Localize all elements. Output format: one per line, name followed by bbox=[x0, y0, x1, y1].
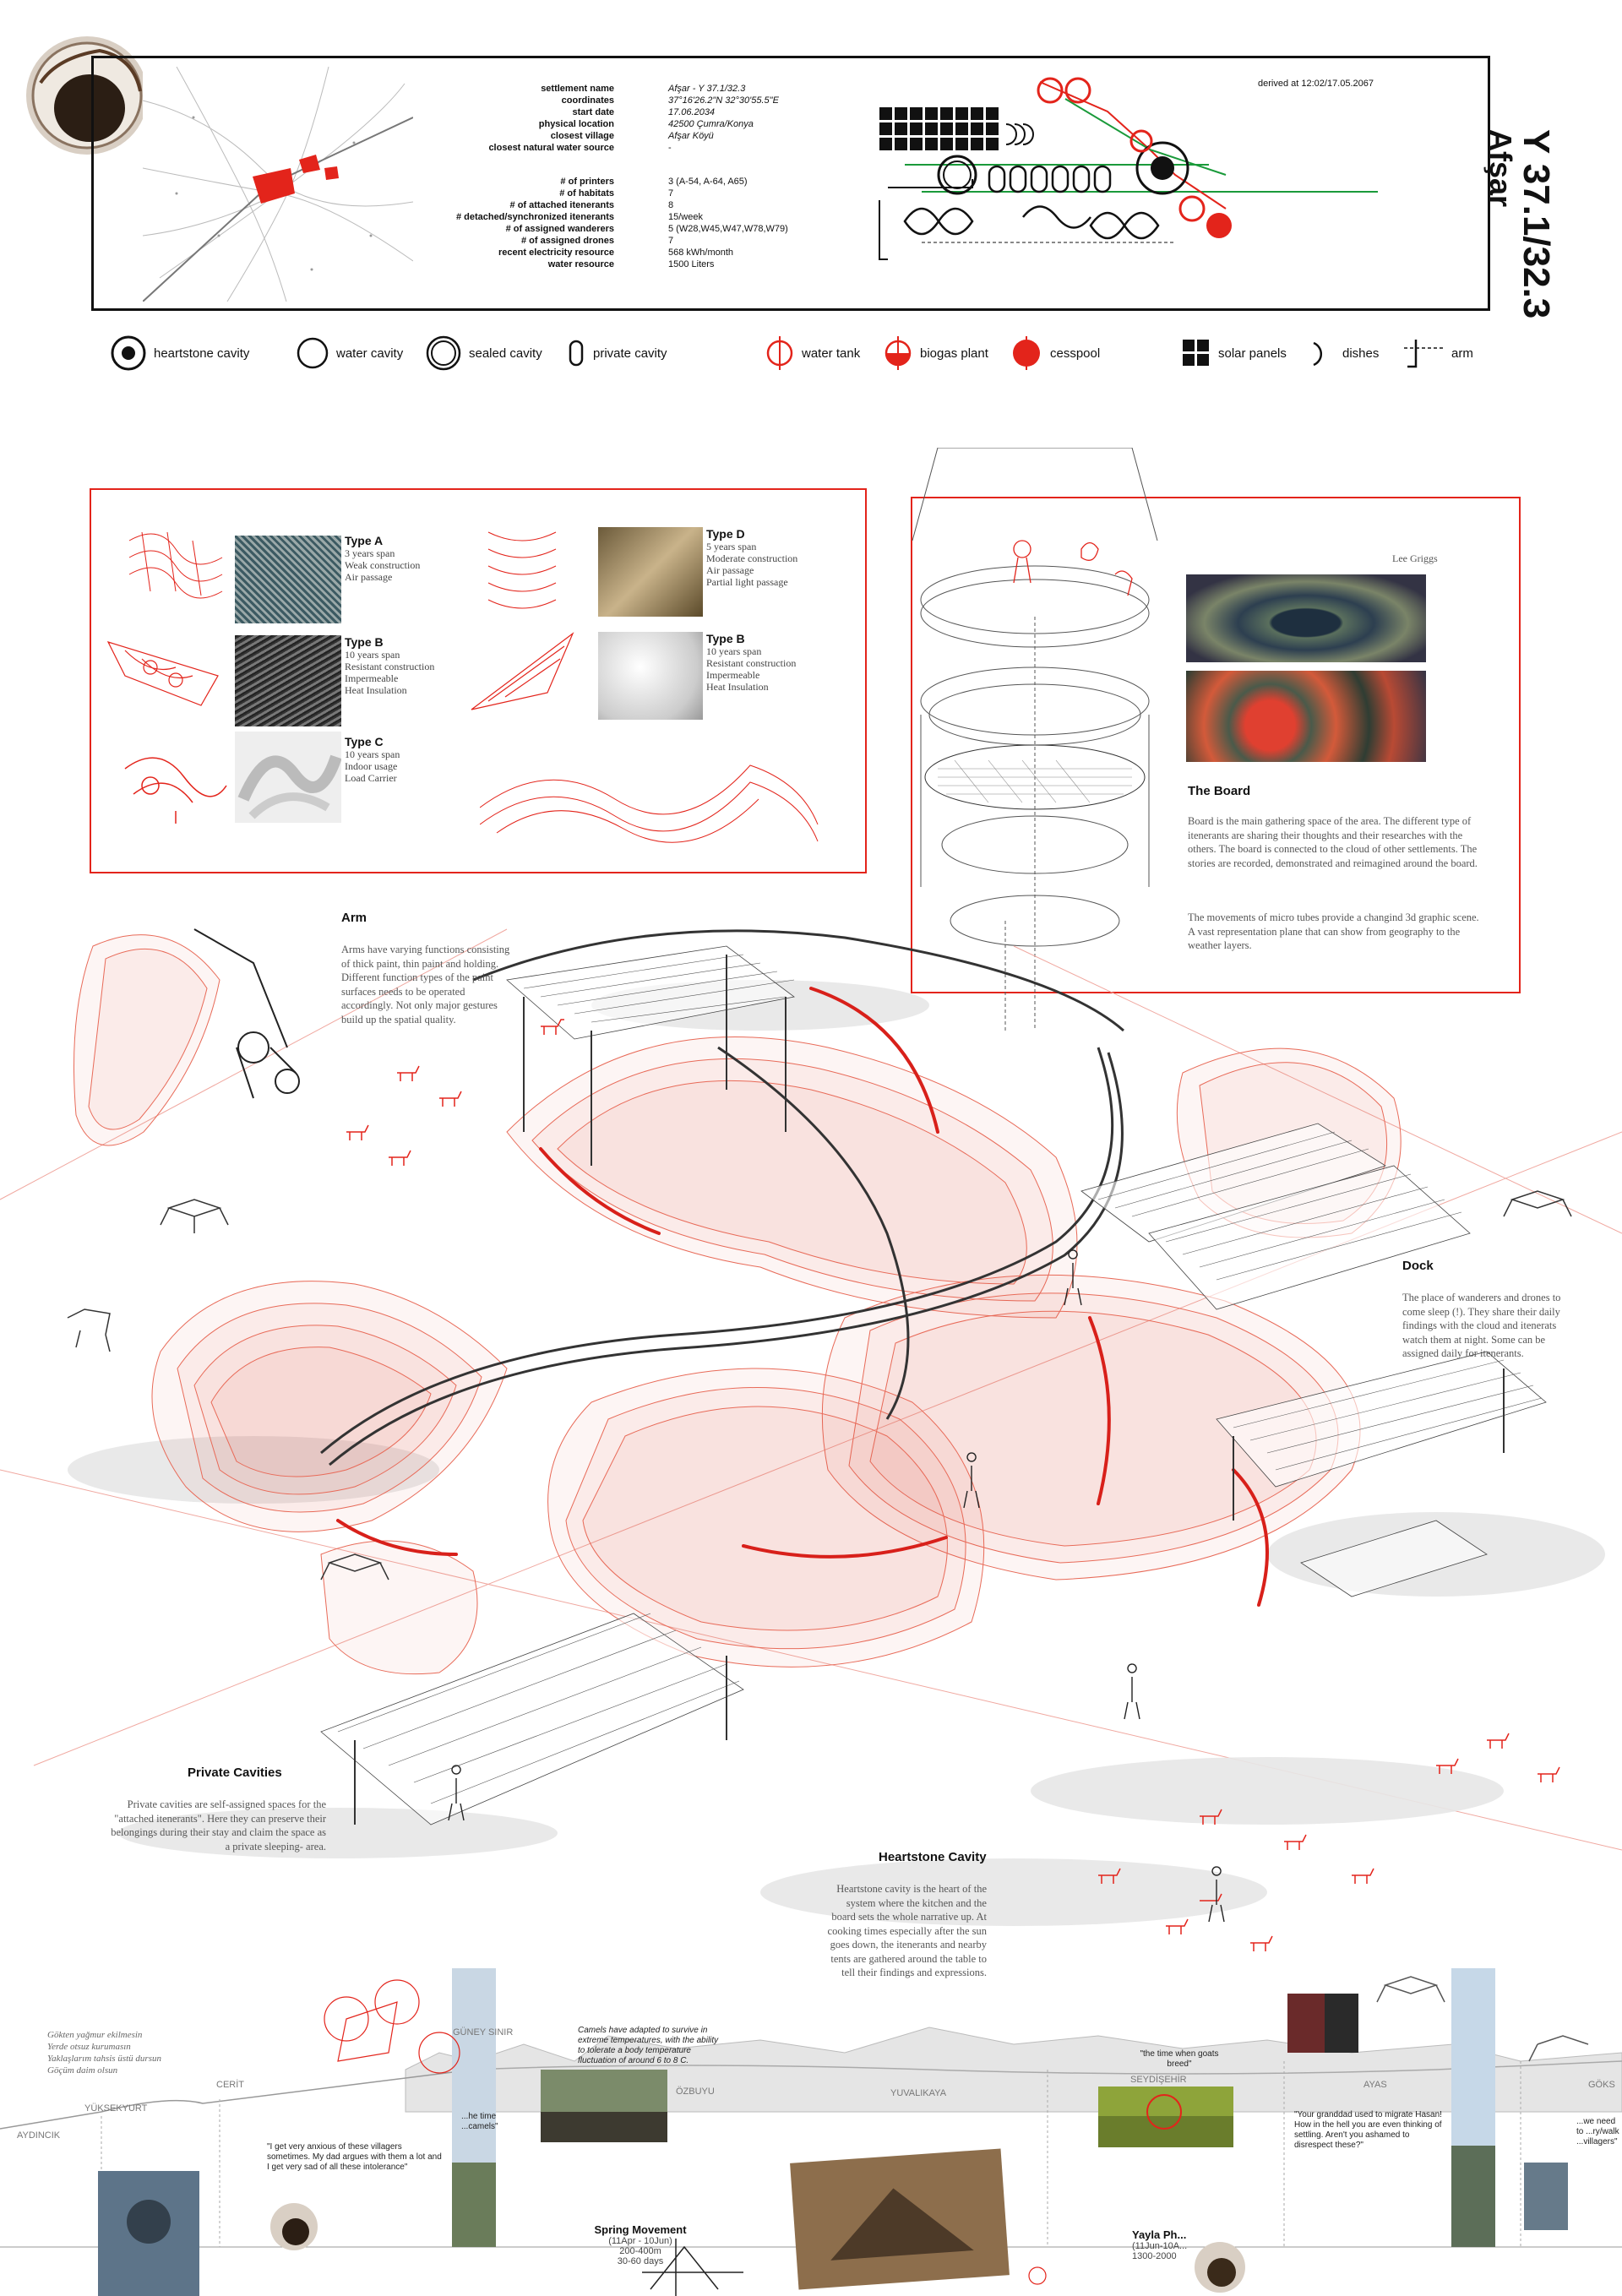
type-line: Partial light passage bbox=[706, 576, 788, 588]
place-cerit: CERİT bbox=[216, 2080, 244, 2090]
type-line: Weak construction bbox=[345, 559, 421, 571]
solar-panel-cell bbox=[971, 122, 983, 135]
type-description bbox=[345, 534, 420, 583]
quote-goats: "the time when goats breed" bbox=[1140, 2049, 1219, 2069]
info-value: 42500 Çumra/Konya bbox=[668, 119, 754, 129]
info-value: 5 (W28,W45,W47,W78,W79) bbox=[668, 224, 788, 234]
info-value: 7 bbox=[668, 236, 674, 246]
water-cavity-icon bbox=[296, 336, 329, 370]
info-key: # detached/synchronized itenerants bbox=[455, 212, 614, 222]
private-cavities-body: Private cavities are self-assigned spaces for the "attached itenerants". Here they can preserve their belongings during their stay and claim the space as a private sleeping- area. bbox=[111, 1798, 326, 1853]
photo-credit: Lee Griggs bbox=[1392, 552, 1438, 564]
place-seydisehir: SEYDİŞEHİR bbox=[1130, 2075, 1187, 2085]
heartstone-title: Heartstone Cavity bbox=[879, 1850, 987, 1864]
legend-item-biogas: biogas plant bbox=[883, 336, 988, 370]
type-description bbox=[345, 735, 400, 784]
place-guney-sinir: GÜNEY SINIR bbox=[453, 2027, 514, 2038]
type-line: Indoor usage bbox=[345, 760, 398, 772]
type-line: Load Carrier bbox=[345, 772, 397, 784]
type-d-photo bbox=[598, 527, 703, 617]
type-b-sketch bbox=[100, 625, 226, 710]
solar-panel-cell bbox=[910, 107, 923, 120]
legend-item-dishes: dishes bbox=[1305, 336, 1379, 370]
solar-panel-cell bbox=[895, 138, 907, 150]
settlement-info-panel bbox=[91, 56, 1557, 319]
solar-panel-cell bbox=[925, 138, 938, 150]
legend-item-cesspool: cesspool bbox=[1010, 336, 1100, 370]
legend-item-sealed-cavity: sealed cavity bbox=[425, 336, 542, 370]
type-description bbox=[706, 632, 796, 693]
solar-panel-cell bbox=[971, 138, 983, 150]
solar-panel-cell bbox=[925, 122, 938, 135]
heartstone-body: Heartstone cavity is the heart of the system where the kitchen and the board sets the whole narrative up. At cooking times especially after the sun goes down, the itenerants and nearby tents are gathered around the table to tell their findings and expressions. bbox=[827, 1883, 987, 1978]
poem: Gökten yağmur ekilmesin Yerde otsuz kurumasın Yaklaşlarım tahsis üstü dursun Göçüm daim olsun bbox=[47, 2030, 161, 2076]
board-body-2: The movements of micro tubes provide a changind 3d graphic scene. A vast representation plane that can show from geography to the weather layers. bbox=[1188, 911, 1479, 951]
type-title: Type D bbox=[706, 527, 745, 541]
solar-panel-cell bbox=[940, 138, 953, 150]
type-line: Impermeable bbox=[706, 669, 760, 681]
dock-title: Dock bbox=[1402, 1259, 1434, 1273]
info-key: # of attached itenerants bbox=[509, 200, 614, 210]
spring-movement: Spring Movement (11Apr - 10Jun) 200-400m 30-60 days bbox=[594, 2223, 687, 2266]
arm-body: Arms have varying functions consisting of thick paint, thin paint and holding. Different function types of the paint surfaces needs to be operated accordingly. Not only major gestures build up the spatial quality. bbox=[341, 944, 510, 1026]
type-title: Type C bbox=[345, 735, 384, 748]
yayla-phase: Yayla Ph... (11Jun-10A... 1300-2000 bbox=[1132, 2228, 1188, 2261]
solar-panel-cell bbox=[925, 107, 938, 120]
derived-date: derived at 12:02/17.05.2067 bbox=[1258, 79, 1374, 89]
solar-panel-cell bbox=[971, 107, 983, 120]
board-title: The Board bbox=[1188, 784, 1251, 798]
settlement-schematic bbox=[871, 65, 1429, 306]
place-goks: GÖKS bbox=[1588, 2080, 1615, 2090]
sealed-cavity-icon bbox=[425, 335, 462, 372]
info-value: 1500 Liters bbox=[668, 259, 715, 269]
solar-panel-cell bbox=[895, 107, 907, 120]
type-line: 10 years span bbox=[706, 645, 762, 657]
type-title: Type A bbox=[345, 534, 384, 547]
type-b-photo bbox=[235, 635, 341, 726]
info-table bbox=[94, 58, 939, 312]
type-line: Moderate construction bbox=[706, 552, 798, 564]
solar-panel-cell bbox=[910, 122, 923, 135]
quote-granddad: "Your granddad used to migrate Hasan! How in the hell you are even thinking of settling. Aren't you ashamed to disrespect these?" bbox=[1294, 2110, 1442, 2150]
type-line: Resistant construction bbox=[706, 657, 797, 669]
private-cavity-icon bbox=[568, 336, 586, 370]
info-key: recent electricity resource bbox=[498, 248, 614, 258]
type-c-sketch bbox=[117, 735, 235, 828]
info-key: # of assigned drones bbox=[520, 236, 614, 246]
legend-item-heartstone: heartstone cavity bbox=[110, 336, 249, 370]
type-b2-sketch bbox=[463, 625, 581, 718]
water-tank-icon bbox=[765, 335, 795, 372]
solar-panel-cell bbox=[879, 138, 892, 150]
type-title: Type B bbox=[345, 635, 384, 649]
legend-item-water-tank: water tank bbox=[765, 336, 860, 370]
info-key: closest village bbox=[550, 131, 614, 141]
solar-panel-cell bbox=[879, 122, 892, 135]
type-description bbox=[706, 527, 797, 588]
type-c-photo bbox=[235, 732, 341, 823]
info-key: settlement name bbox=[541, 84, 614, 94]
solar-panel-cell bbox=[879, 107, 892, 120]
red-terrain-photo bbox=[1186, 671, 1426, 762]
title-main: Y 37.1/32.3 bbox=[1516, 129, 1557, 319]
solar-panel-cell bbox=[986, 138, 999, 150]
material-types-frame bbox=[90, 488, 867, 873]
info-key: water resource bbox=[547, 259, 614, 269]
solar-panel-cell bbox=[986, 122, 999, 135]
type-line: 10 years span bbox=[345, 649, 400, 661]
spiral-photo bbox=[1186, 574, 1426, 662]
info-value: Afşar Köyü bbox=[668, 131, 714, 141]
legend-item-solar: solar panels bbox=[1181, 336, 1287, 370]
camels-note: Camels have adapted to survive in extreme temperatures, with the ability to tolerate a body temperature fluctuation of around 6 to 8 C. bbox=[578, 2026, 719, 2065]
type-line: Air passage bbox=[706, 564, 754, 576]
settlement-title bbox=[1483, 129, 1562, 340]
type-line: Impermeable bbox=[345, 672, 399, 684]
type-line: 3 years span bbox=[345, 547, 395, 559]
legend-item-private-cavity: private cavity bbox=[568, 336, 667, 370]
info-key: start date bbox=[572, 107, 614, 117]
heartstone-cavity-icon bbox=[110, 335, 147, 372]
info-key: closest natural water source bbox=[488, 143, 614, 153]
arm-title: Arm bbox=[341, 911, 367, 925]
info-value: 37°16'26.2"N 32°30'55.5"E bbox=[668, 95, 779, 106]
solar-panels-icon bbox=[1181, 338, 1211, 368]
solar-panel-cell bbox=[910, 138, 923, 150]
info-key: physical location bbox=[538, 119, 614, 129]
info-value: 15/week bbox=[668, 212, 703, 222]
solar-panel-cell bbox=[955, 107, 968, 120]
solar-panel-cell bbox=[955, 122, 968, 135]
title-sub: Afşar bbox=[1483, 129, 1518, 208]
wave-sketch bbox=[480, 732, 835, 858]
solar-panel-cell bbox=[940, 122, 953, 135]
info-value: 17.06.2034 bbox=[668, 107, 716, 117]
info-value: 8 bbox=[668, 200, 674, 210]
biogas-plant-icon bbox=[883, 335, 913, 372]
arm-icon bbox=[1402, 336, 1445, 370]
quote-walk: ...we need to ...ry/walk ...villagers" bbox=[1576, 2117, 1619, 2146]
type-a-photo bbox=[235, 536, 341, 623]
place-ozbuyu: ÖZBUYU bbox=[676, 2087, 715, 2097]
dock-body: The place of wanderers and drones to come sleep (!). They share their daily findings with the cloud and itenerats watch them at night. Some can be assigned daily for itenerants. bbox=[1402, 1292, 1561, 1359]
info-value: 3 (A-54, A-64, A65) bbox=[668, 177, 748, 187]
legend-item-arm: arm bbox=[1402, 336, 1473, 370]
info-value: 568 kWh/month bbox=[668, 248, 734, 258]
info-value: 7 bbox=[668, 188, 674, 199]
place-yuksekyurt: YÜKSEKYURT bbox=[84, 2103, 148, 2114]
type-description bbox=[345, 635, 434, 696]
place-aydincik: AYDINCIK bbox=[17, 2130, 61, 2141]
solar-panel-cell bbox=[940, 107, 953, 120]
type-title: Type B bbox=[706, 632, 745, 645]
private-cavities-title: Private Cavities bbox=[188, 1766, 282, 1780]
quote-villagers: "I get very anxious of these villagers sometimes. My dad argues with them a lot and I get very sad of all these intolerance" bbox=[267, 2142, 442, 2172]
info-value: - bbox=[668, 143, 672, 153]
info-value: Afşar - Y 37.1/32.3 bbox=[668, 84, 746, 94]
type-a-sketch bbox=[125, 524, 226, 600]
cesspool-icon bbox=[1010, 335, 1043, 372]
type-line: Air passage bbox=[345, 571, 393, 583]
dishes-icon bbox=[1305, 338, 1336, 368]
type-line: 5 years span bbox=[706, 541, 757, 552]
type-line: Resistant construction bbox=[345, 661, 435, 672]
solar-panel-cell bbox=[986, 107, 999, 120]
type-line: Heat Insulation bbox=[706, 681, 769, 693]
type-b2-photo bbox=[598, 632, 703, 720]
quote-camels-partial: ...he time ...camels" bbox=[461, 2112, 498, 2131]
solar-panel-cell bbox=[895, 122, 907, 135]
info-key: # of printers bbox=[560, 177, 614, 187]
place-ayas: AYAS bbox=[1363, 2080, 1387, 2090]
type-line: Heat Insulation bbox=[345, 684, 407, 696]
type-line: 10 years span bbox=[345, 748, 400, 760]
type-d-sketch bbox=[480, 524, 564, 617]
solar-panel-cell bbox=[955, 138, 968, 150]
info-key: # of habitats bbox=[559, 188, 614, 199]
info-key: # of assigned wanderers bbox=[505, 224, 614, 234]
legend-item-water-cavity: water cavity bbox=[296, 336, 403, 370]
place-yuvalikaya: YUVALIKAYA bbox=[890, 2088, 947, 2098]
info-key: coordinates bbox=[561, 95, 614, 106]
board-body-1: Board is the main gathering space of the area. The different type of itenerants are sharing their thoughts and their researches with the others. The board is connected to the cloud of other settlements. The stories are recorded, demonstrated and reimagined around the board. bbox=[1188, 815, 1478, 869]
